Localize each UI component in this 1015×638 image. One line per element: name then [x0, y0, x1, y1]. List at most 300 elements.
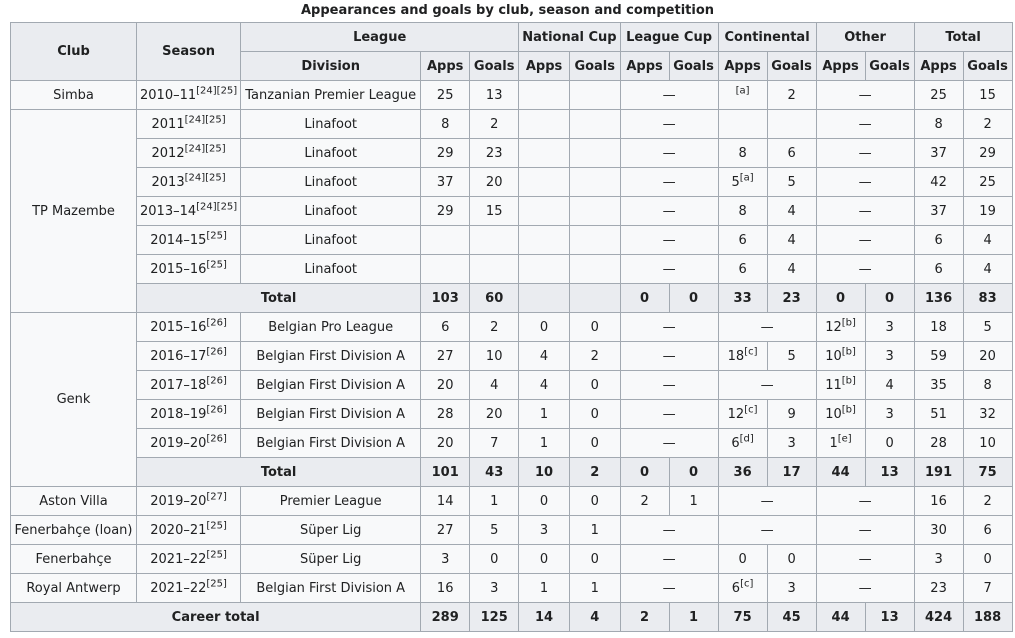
league-cup-dash: —: [620, 429, 718, 458]
footnote-ref[interactable]: [d]: [739, 433, 754, 445]
continental-goals: 2: [767, 81, 816, 110]
total-goals: 0: [963, 545, 1012, 574]
national-cup-goals: 2: [569, 342, 620, 371]
header-league-cup: League Cup: [620, 23, 718, 52]
season-cell: [137, 139, 241, 168]
league-goals: 23: [470, 139, 519, 168]
league-goals: 4: [470, 371, 519, 400]
total-goals: 4: [963, 226, 1012, 255]
division: Belgian Pro League: [241, 313, 421, 342]
other-goals: 3: [865, 400, 914, 429]
national-cup-goals: [569, 168, 620, 197]
table-caption: Appearances and goals by club, season and competition: [300, 3, 715, 18]
club-total-lc-apps: 0: [620, 284, 669, 313]
header-goals: Goals: [669, 52, 718, 81]
citation-ref[interactable]: [26]: [206, 346, 227, 358]
club-total-lc-goals: 0: [669, 458, 718, 487]
season-cell: [137, 197, 241, 226]
season-cell: [137, 574, 241, 603]
club-total-nc-apps: 10: [519, 458, 570, 487]
citation-ref[interactable]: [25]: [206, 259, 227, 271]
career-national-cup-apps: 14: [519, 603, 570, 632]
national-cup-apps: [519, 168, 570, 197]
other-apps: [816, 400, 865, 429]
total-apps: 37: [914, 197, 963, 226]
club-total-cont-apps: 33: [718, 284, 767, 313]
other-dash: —: [816, 574, 914, 603]
national-cup-apps: [519, 81, 570, 110]
career-league-apps: 289: [421, 603, 470, 632]
club-total-tot-goals: 83: [963, 284, 1012, 313]
header-club: Club: [11, 23, 137, 81]
national-cup-apps: 0: [519, 313, 570, 342]
career-league-cup-goals: 1: [669, 603, 718, 632]
total-apps: 51: [914, 400, 963, 429]
club-total-nc-goals: [569, 284, 620, 313]
continental-dash: —: [718, 313, 816, 342]
career-total-goals: 188: [963, 603, 1012, 632]
citation-ref[interactable]: [24][25]: [184, 114, 226, 126]
header-league: League: [241, 23, 519, 52]
season-cell: [137, 226, 241, 255]
season-label: 2015–16: [150, 319, 207, 335]
continental-dash: —: [718, 516, 816, 545]
career-continental-apps: 75: [718, 603, 767, 632]
continental-goals: 0: [767, 545, 816, 574]
league-apps: 28: [421, 400, 470, 429]
other-apps: [816, 313, 865, 342]
national-cup-goals: 0: [569, 545, 620, 574]
continental-goals: 3: [767, 429, 816, 458]
other-apps: [816, 342, 865, 371]
league-cup-goals: 1: [669, 487, 718, 516]
career-other-apps: 44: [816, 603, 865, 632]
total-apps: 37: [914, 139, 963, 168]
other-dash: —: [816, 226, 914, 255]
total-apps: 59: [914, 342, 963, 371]
club-name: Fenerbahçe (loan): [11, 516, 137, 545]
season-row: [11, 342, 1013, 371]
total-goals: 2: [963, 487, 1012, 516]
career-continental-goals: 45: [767, 603, 816, 632]
continental-apps-value: 5: [731, 174, 740, 190]
continental-apps: [718, 81, 767, 110]
total-goals: 10: [963, 429, 1012, 458]
season-cell: [137, 110, 241, 139]
citation-ref[interactable]: [24][25]: [184, 172, 226, 184]
continental-apps: 6: [718, 226, 767, 255]
division: Linafoot: [241, 139, 421, 168]
footnote-ref[interactable]: [a]: [739, 172, 754, 184]
league-cup-dash: —: [620, 545, 718, 574]
national-cup-goals: 0: [569, 487, 620, 516]
other-dash: —: [816, 168, 914, 197]
division: Belgian First Division A: [241, 400, 421, 429]
national-cup-apps: 1: [519, 429, 570, 458]
division: Linafoot: [241, 255, 421, 284]
header-apps: Apps: [816, 52, 865, 81]
season-row: [11, 487, 1013, 516]
footnote-ref[interactable]: [b]: [841, 375, 856, 387]
total-goals: 19: [963, 197, 1012, 226]
season-cell: [137, 168, 241, 197]
club-name: Genk: [11, 313, 137, 487]
league-cup-dash: —: [620, 139, 718, 168]
footnote-ref[interactable]: [b]: [841, 404, 856, 416]
citation-ref[interactable]: [25]: [206, 578, 227, 590]
league-apps: 37: [421, 168, 470, 197]
footnote-ref[interactable]: [c]: [744, 404, 758, 416]
other-apps: [816, 429, 865, 458]
total-apps: 25: [914, 81, 963, 110]
total-apps: 42: [914, 168, 963, 197]
national-cup-goals: 1: [569, 574, 620, 603]
national-cup-apps: 0: [519, 545, 570, 574]
continental-goals: 4: [767, 255, 816, 284]
national-cup-apps: [519, 139, 570, 168]
club-total-nc-goals: 2: [569, 458, 620, 487]
club-name: Fenerbahçe: [11, 545, 137, 574]
club-total-lg-apps: 103: [421, 284, 470, 313]
season-row: [11, 226, 1013, 255]
continental-apps: [718, 429, 767, 458]
header-apps: Apps: [718, 52, 767, 81]
career-total-label: Career total: [11, 603, 421, 632]
total-apps: 30: [914, 516, 963, 545]
total-goals: 7: [963, 574, 1012, 603]
club-name: TP Mazembe: [11, 110, 137, 313]
league-goals: 20: [470, 400, 519, 429]
total-goals: 8: [963, 371, 1012, 400]
season-label: 2011: [151, 116, 185, 132]
other-dash: —: [816, 139, 914, 168]
other-dash: —: [816, 545, 914, 574]
header-total: Total: [914, 23, 1012, 52]
continental-apps: 8: [718, 139, 767, 168]
total-apps: 6: [914, 226, 963, 255]
national-cup-goals: [569, 81, 620, 110]
total-goals: 29: [963, 139, 1012, 168]
total-apps: 6: [914, 255, 963, 284]
division: Linafoot: [241, 110, 421, 139]
club-total-row: [11, 284, 1013, 313]
league-apps: 29: [421, 139, 470, 168]
continental-apps-value: 18: [727, 348, 745, 364]
header-goals: Goals: [569, 52, 620, 81]
continental-goals: 5: [767, 342, 816, 371]
other-dash: —: [816, 197, 914, 226]
league-goals: 13: [470, 81, 519, 110]
national-cup-apps: 4: [519, 342, 570, 371]
club-total-label: Total: [137, 284, 421, 313]
division: Belgian First Division A: [241, 371, 421, 400]
total-goals: 6: [963, 516, 1012, 545]
league-apps: 25: [421, 81, 470, 110]
league-cup-dash: —: [620, 516, 718, 545]
footnote-ref[interactable]: [b]: [841, 346, 856, 358]
header-continental: Continental: [718, 23, 816, 52]
season-label: 2021–22: [150, 551, 207, 567]
continental-apps: 6: [718, 255, 767, 284]
citation-ref[interactable]: [26]: [206, 317, 227, 329]
season-label: 2015–16: [150, 261, 207, 277]
season-label: 2020–21: [150, 522, 207, 538]
division: Linafoot: [241, 197, 421, 226]
club-total-tot-apps: 136: [914, 284, 963, 313]
citation-ref[interactable]: [26]: [206, 404, 227, 416]
other-dash: —: [816, 487, 914, 516]
continental-apps: [718, 110, 767, 139]
other-apps-value: 10: [825, 406, 842, 422]
total-goals: 32: [963, 400, 1012, 429]
national-cup-goals: 1: [569, 516, 620, 545]
header-apps: Apps: [620, 52, 669, 81]
national-cup-apps: 4: [519, 371, 570, 400]
season-row: [11, 81, 1013, 110]
national-cup-apps: [519, 110, 570, 139]
division: Premier League: [241, 487, 421, 516]
other-dash: —: [816, 110, 914, 139]
other-apps: [816, 371, 865, 400]
career-other-goals: 13: [865, 603, 914, 632]
other-apps-value: 12: [825, 319, 842, 335]
continental-goals: 4: [767, 226, 816, 255]
league-apps: 3: [421, 545, 470, 574]
season-label: 2019–20: [150, 435, 207, 451]
continental-goals: 4: [767, 197, 816, 226]
club-total-oth-goals: 13: [865, 458, 914, 487]
season-row: [11, 574, 1013, 603]
league-apps: 29: [421, 197, 470, 226]
league-cup-dash: —: [620, 255, 718, 284]
continental-apps: [718, 574, 767, 603]
continental-apps: [718, 342, 767, 371]
continental-apps-value: 12: [727, 406, 745, 422]
season-label: 2021–22: [150, 580, 207, 596]
continental-goals: 5: [767, 168, 816, 197]
header-other: Other: [816, 23, 914, 52]
continental-goals: [767, 110, 816, 139]
total-apps: 8: [914, 110, 963, 139]
footnote-ref[interactable]: [e]: [837, 433, 852, 445]
other-apps-value: 11: [825, 377, 842, 393]
club-total-oth-apps: 0: [816, 284, 865, 313]
club-total-nc-apps: [519, 284, 570, 313]
league-cup-apps: 2: [620, 487, 669, 516]
season-cell: [137, 516, 241, 545]
club-total-oth-goals: 0: [865, 284, 914, 313]
national-cup-goals: [569, 197, 620, 226]
career-league-goals: 125: [470, 603, 519, 632]
season-label: 2010–11: [140, 87, 197, 103]
league-cup-dash: —: [620, 574, 718, 603]
other-goals: 3: [865, 313, 914, 342]
total-goals: 25: [963, 168, 1012, 197]
other-apps-value: 1: [829, 435, 838, 451]
league-goals: 10: [470, 342, 519, 371]
continental-goals: 3: [767, 574, 816, 603]
season-cell: [137, 400, 241, 429]
total-goals: 4: [963, 255, 1012, 284]
other-dash: —: [816, 81, 914, 110]
continental-goals: 9: [767, 400, 816, 429]
national-cup-goals: 0: [569, 429, 620, 458]
continental-apps: 8: [718, 197, 767, 226]
citation-ref[interactable]: [27]: [206, 491, 227, 503]
club-total-tot-goals: 75: [963, 458, 1012, 487]
league-cup-dash: —: [620, 226, 718, 255]
club-total-lg-apps: 101: [421, 458, 470, 487]
header-apps: Apps: [519, 52, 570, 81]
league-apps: 20: [421, 429, 470, 458]
season-row: [11, 516, 1013, 545]
citation-ref[interactable]: [26]: [206, 433, 227, 445]
season-row: [11, 139, 1013, 168]
total-goals: 15: [963, 81, 1012, 110]
total-goals: 2: [963, 110, 1012, 139]
league-goals: [470, 226, 519, 255]
club-total-label: Total: [137, 458, 421, 487]
header-apps: Apps: [914, 52, 963, 81]
league-apps: 6: [421, 313, 470, 342]
career-total-row: [11, 603, 1013, 632]
citation-ref[interactable]: [25]: [206, 520, 227, 532]
league-cup-dash: —: [620, 168, 718, 197]
season-label: 2013: [151, 174, 185, 190]
season-label: 2016–17: [150, 348, 207, 364]
season-row: [11, 168, 1013, 197]
career-total-apps: 424: [914, 603, 963, 632]
club-total-cont-goals: 17: [767, 458, 816, 487]
division: Süper Lig: [241, 545, 421, 574]
national-cup-apps: 1: [519, 574, 570, 603]
total-apps: 35: [914, 371, 963, 400]
footnote-ref[interactable]: [b]: [841, 317, 856, 329]
season-cell: [137, 487, 241, 516]
other-goals: 3: [865, 342, 914, 371]
national-cup-apps: [519, 255, 570, 284]
footnote-ref[interactable]: [c]: [740, 578, 754, 590]
national-cup-goals: 0: [569, 313, 620, 342]
league-goals: 3: [470, 574, 519, 603]
citation-ref[interactable]: [26]: [206, 375, 227, 387]
stats-table: [10, 22, 1013, 632]
footnote-ref[interactable]: [a]: [735, 85, 750, 97]
club-total-cont-goals: 23: [767, 284, 816, 313]
season-cell: [137, 255, 241, 284]
season-row: [11, 197, 1013, 226]
club-name: Aston Villa: [11, 487, 137, 516]
season-label: 2014–15: [150, 232, 207, 248]
national-cup-apps: 0: [519, 487, 570, 516]
season-cell: [137, 81, 241, 110]
other-goals: 0: [865, 429, 914, 458]
season-cell: [137, 313, 241, 342]
continental-apps-value: 6: [731, 435, 740, 451]
national-cup-goals: [569, 255, 620, 284]
season-row: [11, 545, 1013, 574]
season-cell: [137, 371, 241, 400]
other-dash: —: [816, 255, 914, 284]
total-apps: 28: [914, 429, 963, 458]
club-total-lc-apps: 0: [620, 458, 669, 487]
division: Belgian First Division A: [241, 574, 421, 603]
league-cup-dash: —: [620, 81, 718, 110]
league-goals: 15: [470, 197, 519, 226]
league-goals: 20: [470, 168, 519, 197]
total-apps: 3: [914, 545, 963, 574]
club-total-lc-goals: 0: [669, 284, 718, 313]
header-goals: Goals: [470, 52, 519, 81]
season-row: [11, 429, 1013, 458]
header-goals: Goals: [767, 52, 816, 81]
header-season: Season: [137, 23, 241, 81]
footnote-ref[interactable]: [c]: [744, 346, 758, 358]
club-name: Simba: [11, 81, 137, 110]
division: Tanzanian Premier League: [241, 81, 421, 110]
other-apps-value: 10: [825, 348, 842, 364]
citation-ref[interactable]: [24][25]: [196, 85, 238, 97]
club-name: Royal Antwerp: [11, 574, 137, 603]
league-goals: 2: [470, 313, 519, 342]
division: Linafoot: [241, 226, 421, 255]
league-apps: 14: [421, 487, 470, 516]
season-cell: [137, 545, 241, 574]
league-goals: [470, 255, 519, 284]
header-national-cup: National Cup: [519, 23, 620, 52]
national-cup-apps: 3: [519, 516, 570, 545]
division: Linafoot: [241, 168, 421, 197]
header-goals: Goals: [963, 52, 1012, 81]
header-division: Division: [241, 52, 421, 81]
season-cell: [137, 429, 241, 458]
national-cup-goals: [569, 110, 620, 139]
club-total-lg-goals: 60: [470, 284, 519, 313]
club-total-tot-apps: 191: [914, 458, 963, 487]
total-apps: 16: [914, 487, 963, 516]
national-cup-apps: [519, 197, 570, 226]
citation-ref[interactable]: [24][25]: [184, 143, 226, 155]
career-national-cup-goals: 4: [569, 603, 620, 632]
league-goals: 5: [470, 516, 519, 545]
league-goals: 2: [470, 110, 519, 139]
total-apps: 18: [914, 313, 963, 342]
club-total-lg-goals: 43: [470, 458, 519, 487]
season-label: 2013–14: [140, 203, 197, 219]
citation-ref[interactable]: [24][25]: [196, 201, 238, 213]
season-row: [11, 371, 1013, 400]
division: Belgian First Division A: [241, 342, 421, 371]
citation-ref[interactable]: [25]: [206, 549, 227, 561]
season-row: [11, 400, 1013, 429]
league-apps: 16: [421, 574, 470, 603]
league-cup-dash: —: [620, 371, 718, 400]
continental-apps: 0: [718, 545, 767, 574]
national-cup-goals: 0: [569, 400, 620, 429]
league-apps: 27: [421, 516, 470, 545]
league-cup-dash: —: [620, 313, 718, 342]
table-body: [11, 81, 1013, 632]
header-apps: Apps: [421, 52, 470, 81]
season-label: 2019–20: [150, 493, 207, 509]
club-total-row: [11, 458, 1013, 487]
other-dash: —: [816, 516, 914, 545]
header-row-groups: [11, 23, 1013, 52]
total-apps: 23: [914, 574, 963, 603]
season-label: 2017–18: [150, 377, 207, 393]
league-cup-dash: —: [620, 400, 718, 429]
citation-ref[interactable]: [25]: [206, 230, 227, 242]
